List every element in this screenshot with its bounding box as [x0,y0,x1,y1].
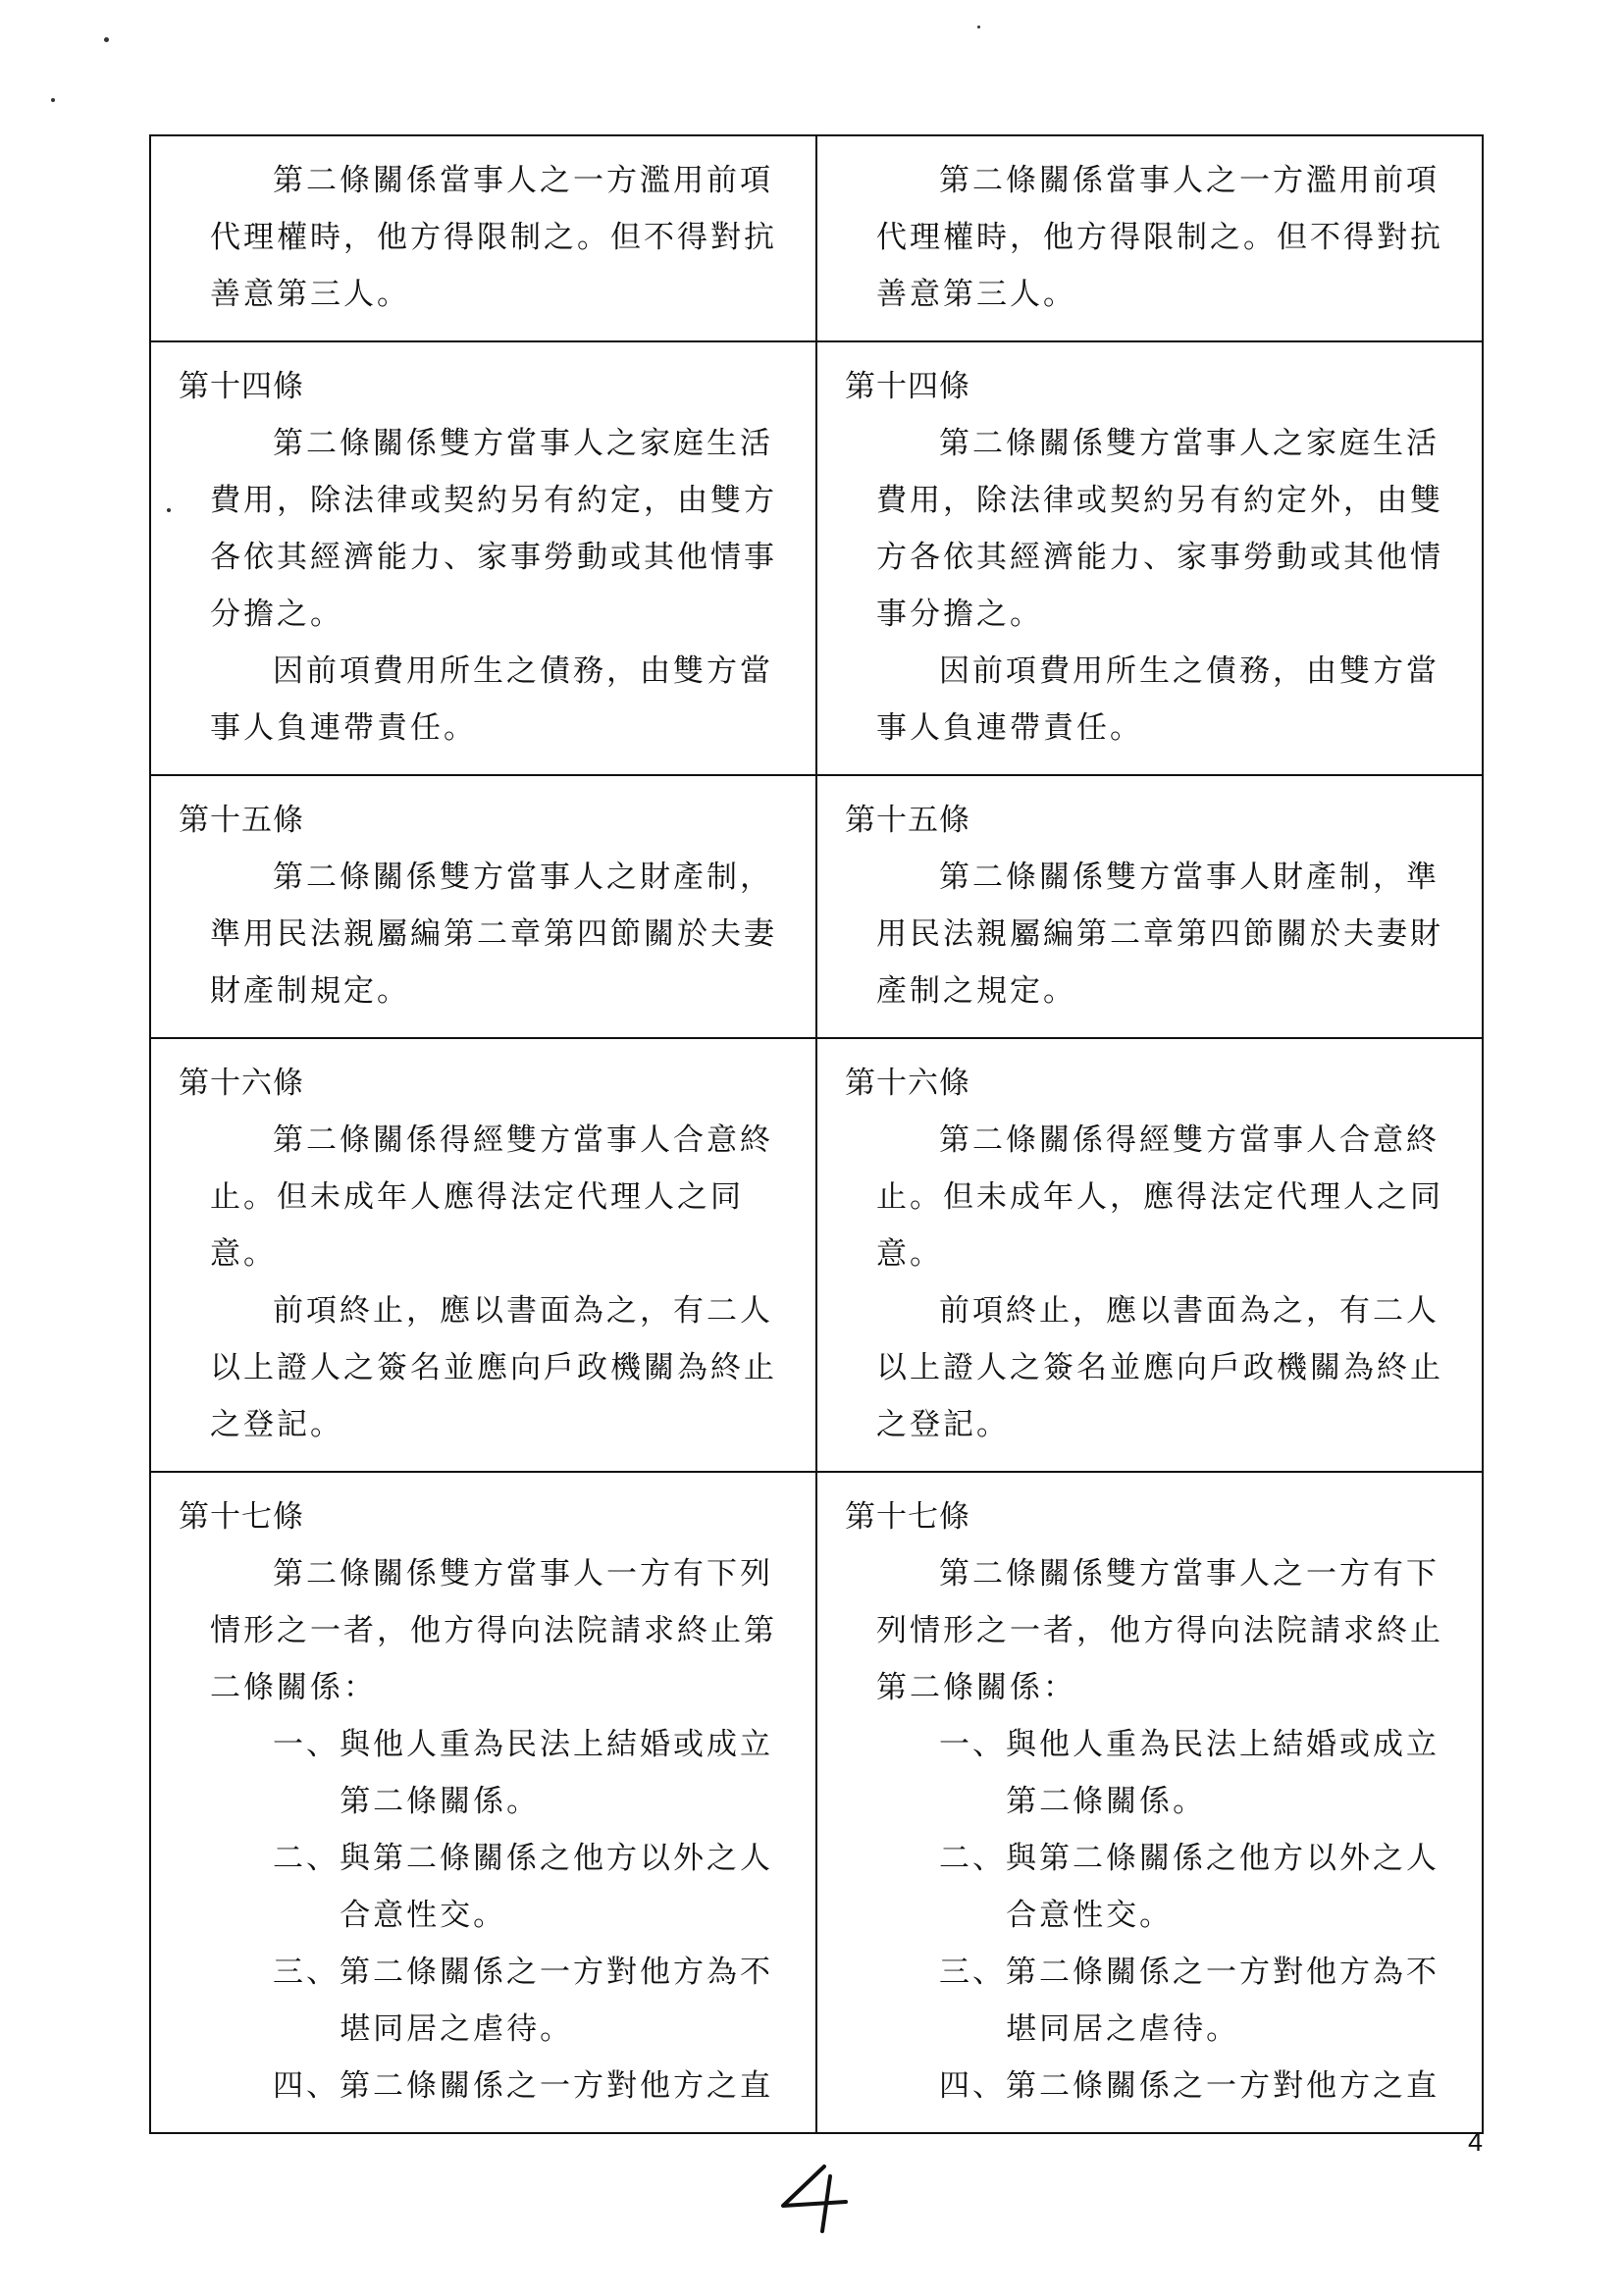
list-item: 二、與第二條關係之他方以外之人合意性交。 [939,1841,1440,1933]
right-cell [816,135,1483,341]
article-paragraph: 第二條關係當事人之一方濫用前項代理權時，他方得限制之。但不得對抗善意第三人。 [210,163,777,312]
comparison-table [149,134,1484,2134]
page-number: 4 [1468,2127,1484,2157]
article-paragraph: 因前項費用所生之債務，由雙方當事人負連帶責任。 [210,653,773,746]
article-paragraph: 第二條關係雙方當事人一方有下列情形之一者，他方得向法院請求終止第二條關係： [210,1556,777,1705]
article-title: 第十六條 [845,1066,970,1101]
article-title: 第十五條 [179,803,304,838]
list-item: 四、第二條關係之一方對他方之直 [939,2068,1440,2104]
handwritten-page-number [775,2159,864,2237]
table-row [150,1038,1483,1472]
list-item: 三、第二條關係之一方對他方為不堪同居之虐待。 [939,1955,1440,2047]
left-cell [150,135,816,341]
article-paragraph: 第二條關係雙方當事人財產制，準用民法親屬編第二章第四節關於夫妻財產制之規定。 [876,860,1443,1009]
article-paragraph: 因前項費用所生之債務，由雙方當事人負連帶責任。 [876,653,1440,746]
left-cell [150,1038,816,1472]
left-cell [150,1472,816,2133]
scan-speck [104,37,109,42]
article-paragraph: 第二條關係雙方當事人之一方有下列情形之一者，他方得向法院請求終止第二條關係： [876,1556,1443,1705]
list-item: 一、與他人重為民法上結婚或成立第二條關係。 [939,1727,1440,1819]
left-cell [150,341,816,775]
list-item: 二、與第二條關係之他方以外之人合意性交。 [273,1841,773,1933]
article-title: 第十六條 [179,1066,304,1101]
article-paragraph: 第二條關係雙方當事人之家庭生活費用，除法律或契約另有約定，由雙方各依其經濟能力、家事勞動或其他情事分擔之。 [210,426,777,632]
right-cell [816,775,1483,1038]
article-paragraph: 第二條關係當事人之一方濫用前項代理權時，他方得限制之。但不得對抗善意第三人。 [876,163,1443,312]
list-item: 四、第二條關係之一方對他方之直 [273,2068,773,2104]
table-row [150,135,1483,341]
article-title: 第十五條 [845,803,970,838]
article-paragraph: 第二條關係得經雙方當事人合意終止。但未成年人應得法定代理人之同意。 [210,1122,773,1272]
article-title: 第十七條 [845,1499,970,1535]
scan-speck [167,508,171,512]
right-cell [816,341,1483,775]
scan-speck [977,26,980,28]
scan-speck [51,98,55,102]
table-row [150,1472,1483,2133]
left-cell [150,775,816,1038]
article-title: 第十四條 [179,369,304,404]
list-item: 三、第二條關係之一方對他方為不堪同居之虐待。 [273,1955,773,2047]
table-row [150,341,1483,775]
list-item: 一、與他人重為民法上結婚或成立第二條關係。 [273,1727,773,1819]
article-paragraph: 第二條關係雙方當事人之財產制，準用民法親屬編第二章第四節關於夫妻財產制規定。 [210,860,777,1009]
comparison-table-body [150,135,1483,2133]
article-title: 第十四條 [845,369,970,404]
article-paragraph: 第二條關係雙方當事人之家庭生活費用，除法律或契約另有約定外，由雙方各依其經濟能力、家事勞動或其他情事分擔之。 [876,426,1443,632]
article-paragraph: 前項終止，應以書面為之，有二人以上證人之簽名並應向戶政機關為終止之登記。 [876,1293,1443,1442]
article-paragraph: 前項終止，應以書面為之，有二人以上證人之簽名並應向戶政機關為終止之登記。 [210,1293,777,1442]
right-cell [816,1472,1483,2133]
article-paragraph: 第二條關係得經雙方當事人合意終止。但未成年人，應得法定代理人之同意。 [876,1122,1443,1272]
right-cell [816,1038,1483,1472]
table-row [150,775,1483,1038]
article-title: 第十七條 [179,1499,304,1535]
